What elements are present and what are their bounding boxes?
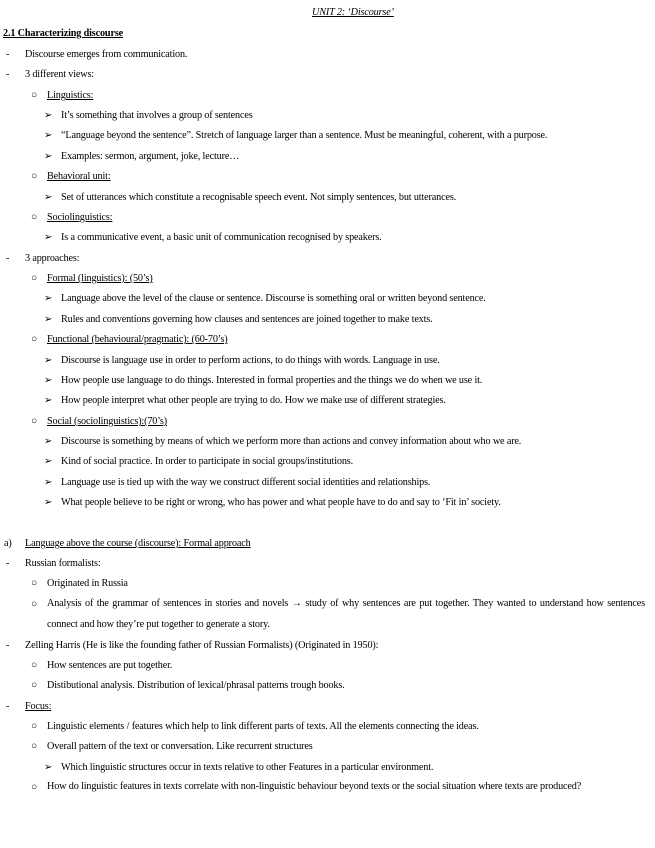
circle-bullet: ○: [31, 334, 38, 345]
circle-bullet: ○: [31, 171, 38, 182]
circle-bullet: ○: [31, 782, 38, 793]
arrow-bullet: ➢: [44, 477, 53, 488]
arrow-bullet: ➢: [44, 456, 53, 467]
circle-bullet: ○: [31, 273, 38, 284]
arrow-bullet: ➢: [44, 232, 53, 243]
section-heading: 2.1 Characterizing discourse: [3, 28, 124, 39]
circle-bullet: ○: [31, 721, 38, 732]
arrow-bullet: ➢: [44, 762, 53, 773]
list-item-text-wrapped: Analysis of the grammar of sentences in stories and novels → study of why sentences are put together. They wanted to understand how sentences connect and how they’re put together to generate a story.: [47, 598, 645, 630]
arrow-bullet: ➢: [44, 192, 53, 203]
dash-bullet: -: [6, 640, 10, 651]
list-item-text-wrapped: How do linguistic features in texts correlate with non-linguistic behaviour beyond texts or the social situation where texts are produced?: [47, 781, 582, 792]
arrow-bullet: ➢: [44, 151, 53, 162]
arrow-bullet: ➢: [44, 375, 53, 386]
arrow-bullet: ➢: [44, 436, 53, 447]
arrow-bullet: ➢: [44, 355, 53, 366]
arrow-bullet: ➢: [44, 395, 53, 406]
dash-bullet: -: [6, 253, 10, 264]
circle-bullet: ○: [31, 741, 38, 752]
dash-bullet: -: [6, 69, 10, 80]
circle-bullet: ○: [31, 212, 38, 223]
arrow-bullet: ➢: [44, 293, 53, 304]
circle-bullet: ○: [31, 680, 38, 691]
subsection-heading: Language above the course (discourse): Formal approach: [25, 538, 251, 549]
dash-bullet: -: [6, 49, 10, 60]
dash-bullet: -: [6, 558, 10, 569]
circle-bullet: ○: [31, 578, 38, 589]
arrow-bullet: ➢: [44, 110, 53, 121]
page-title: UNIT 2: ‘Discourse’: [312, 7, 394, 18]
letter-bullet: a): [4, 538, 12, 549]
arrow-bullet: ➢: [44, 497, 53, 508]
circle-bullet: ○: [31, 660, 38, 671]
arrow-bullet: ➢: [44, 314, 53, 325]
dash-bullet: -: [6, 701, 10, 712]
circle-bullet: ○: [31, 416, 38, 427]
arrow-bullet: ➢: [44, 130, 53, 141]
circle-bullet: ○: [31, 90, 38, 101]
circle-bullet: ○: [31, 599, 38, 610]
